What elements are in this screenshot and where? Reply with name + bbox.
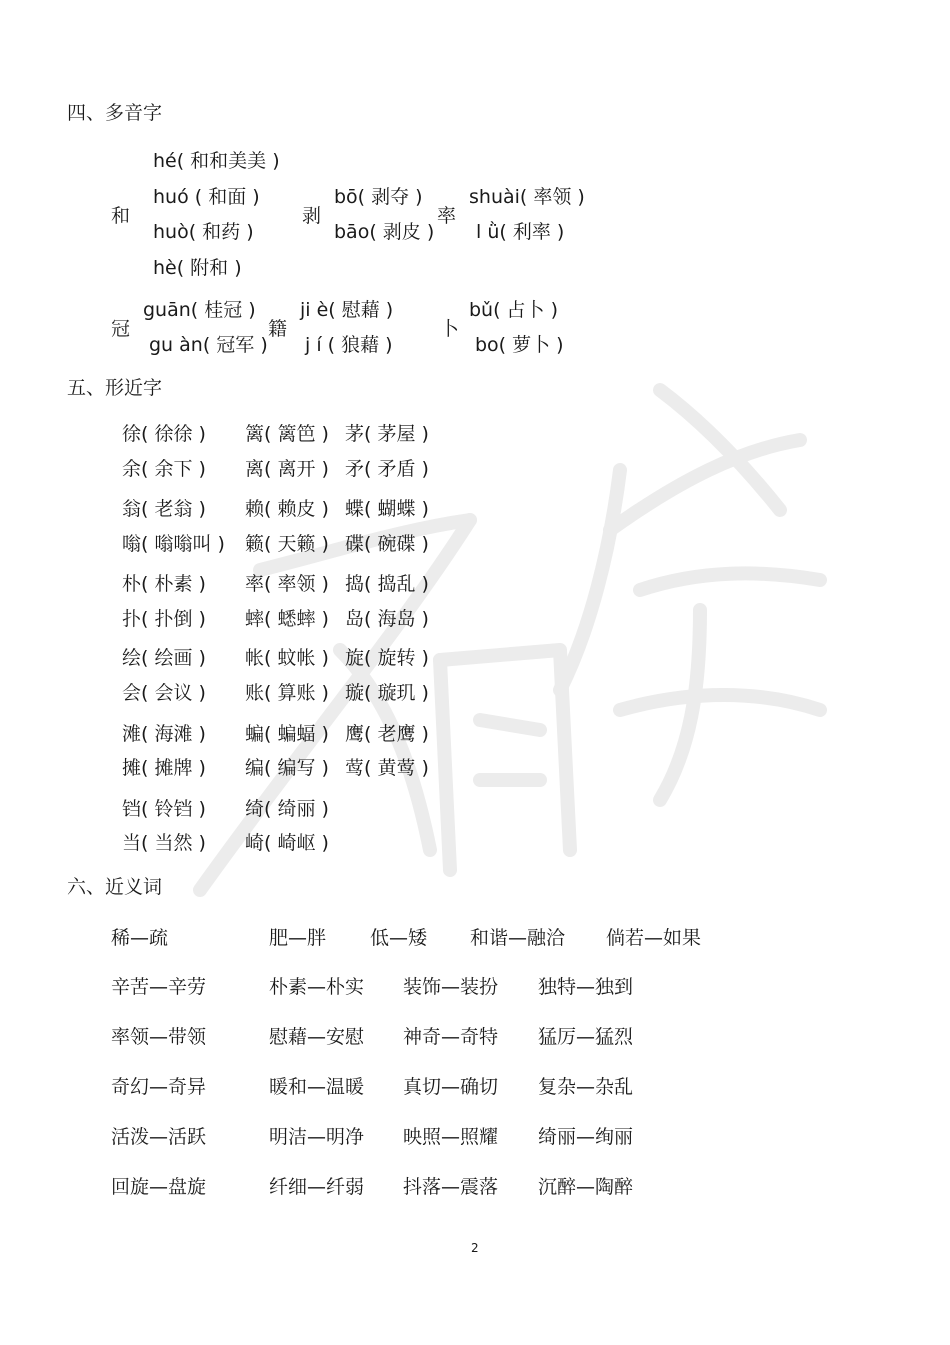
synonym-pair: 慰藉—安慰 [269,1026,365,1048]
polyphonic-char-ji: 籍 [268,318,288,340]
reading-bo-1: bō( 剥夺 ) [334,186,423,208]
synonym-pair: 猛厉—猛烈 [538,1026,634,1048]
reading-shuai-1: shuài( 率领 ) [469,186,585,208]
similar-char-item: 翁( 老翁 ) [122,498,206,520]
similar-char-item: 赖( 赖皮 ) [245,498,329,520]
synonym-pair: 奇幻—奇异 [111,1076,207,1098]
reading-bu-2: bo( 萝卜 ) [475,334,564,356]
reading-shuai-2: l ǜ( 利率 ) [476,221,565,243]
synonym-pair: 低—矮 [370,927,428,949]
similar-char-item: 籁( 天籁 ) [245,533,329,555]
synonym-pair: 神奇—奇特 [403,1026,499,1048]
synonym-pair: 绮丽—绚丽 [538,1126,634,1148]
reading-he-4: hè( 附和 ) [153,257,242,279]
section-title-polyphonic: 四、多音字 [67,102,163,124]
synonym-pair: 暖和—温暖 [269,1076,365,1098]
synonym-pair: 抖落—震落 [403,1176,499,1198]
similar-char-item: 璇( 璇玑 ) [345,682,429,704]
similar-char-item: 捣( 捣乱 ) [345,573,429,595]
reading-guan-2: gu àn( 冠军 ) [149,334,268,356]
similar-char-item: 嗡( 嗡嗡叫 ) [122,533,225,555]
section-title-synonyms: 六、近义词 [67,876,163,898]
similar-char-item: 莺( 黄莺 ) [345,757,429,779]
similar-char-item: 编( 编写 ) [245,757,329,779]
reading-guan-1: guān( 桂冠 ) [143,299,256,321]
synonym-pair: 朴素—朴实 [269,976,365,998]
reading-ji-1: ji è( 慰藉 ) [300,299,394,321]
synonym-pair: 肥—胖 [269,927,327,949]
similar-char-item: 离( 离开 ) [245,458,329,480]
reading-bo-2: bāo( 剥皮 ) [334,221,435,243]
synonym-pair: 稀—疏 [111,927,169,949]
synonym-pair: 映照—照耀 [403,1126,499,1148]
similar-char-item: 绮( 绮丽 ) [245,798,329,820]
similar-char-item: 岛( 海岛 ) [345,608,429,630]
synonym-pair: 明洁—明净 [269,1126,365,1148]
similar-char-item: 蝶( 蝴蝶 ) [345,498,429,520]
synonym-pair: 辛苦—辛劳 [111,976,207,998]
reading-ji-2: j í ( 狼藉 ) [305,334,393,356]
similar-char-item: 摊( 摊牌 ) [122,757,206,779]
polyphonic-char-he: 和 [111,205,131,227]
similar-char-item: 蟀( 蟋蟀 ) [245,608,329,630]
similar-char-item: 扑( 扑倒 ) [122,608,206,630]
synonym-pair: 装饰—装扮 [403,976,499,998]
similar-char-item: 率( 率领 ) [245,573,329,595]
synonym-pair: 纤细—纤弱 [269,1176,365,1198]
synonym-pair: 倘若—如果 [606,927,702,949]
polyphonic-char-shuai: 率 [437,205,457,227]
similar-char-item: 蝙( 蝙蝠 ) [245,723,329,745]
similar-char-item: 铛( 铃铛 ) [122,798,206,820]
synonym-pair: 真切—确切 [403,1076,499,1098]
similar-char-item: 茅( 茅屋 ) [345,423,429,445]
similar-char-item: 帐( 蚊帐 ) [245,647,329,669]
reading-he-2: huó ( 和面 ) [153,186,260,208]
section-title-similar-chars: 五、形近字 [67,377,163,399]
similar-char-item: 旋( 旋转 ) [345,647,429,669]
similar-char-item: 鹰( 老鹰 ) [345,723,429,745]
similar-char-item: 余( 余下 ) [122,458,206,480]
polyphonic-char-bo: 剥 [302,205,322,227]
synonym-pair: 独特—独到 [538,976,634,998]
reading-he-3: huò( 和药 ) [153,221,254,243]
synonym-pair: 复杂—杂乱 [538,1076,634,1098]
reading-he-1: hé( 和和美美 ) [153,150,280,172]
similar-char-item: 当( 当然 ) [122,832,206,854]
synonym-pair: 率领—带领 [111,1026,207,1048]
page-number: 2 [471,1241,479,1255]
similar-char-item: 矛( 矛盾 ) [345,458,429,480]
synonym-pair: 沉醉—陶醉 [538,1176,634,1198]
similar-char-item: 绘( 绘画 ) [122,647,206,669]
synonym-pair: 回旋—盘旋 [111,1176,207,1198]
similar-char-item: 会( 会议 ) [122,682,206,704]
similar-char-item: 朴( 朴素 ) [122,573,206,595]
similar-char-item: 滩( 海滩 ) [122,723,206,745]
similar-char-item: 碟( 碗碟 ) [345,533,429,555]
reading-bu-1: bǔ( 占卜 ) [469,299,559,321]
synonym-pair: 活泼—活跃 [111,1126,207,1148]
polyphonic-char-guan: 冠 [111,318,131,340]
similar-char-item: 崎( 崎岖 ) [245,832,329,854]
polyphonic-char-bu: 卜 [440,318,460,340]
similar-char-item: 篱( 篱笆 ) [245,423,329,445]
similar-char-item: 徐( 徐徐 ) [122,423,206,445]
similar-char-item: 账( 算账 ) [245,682,329,704]
synonym-pair: 和谐—融洽 [470,927,566,949]
